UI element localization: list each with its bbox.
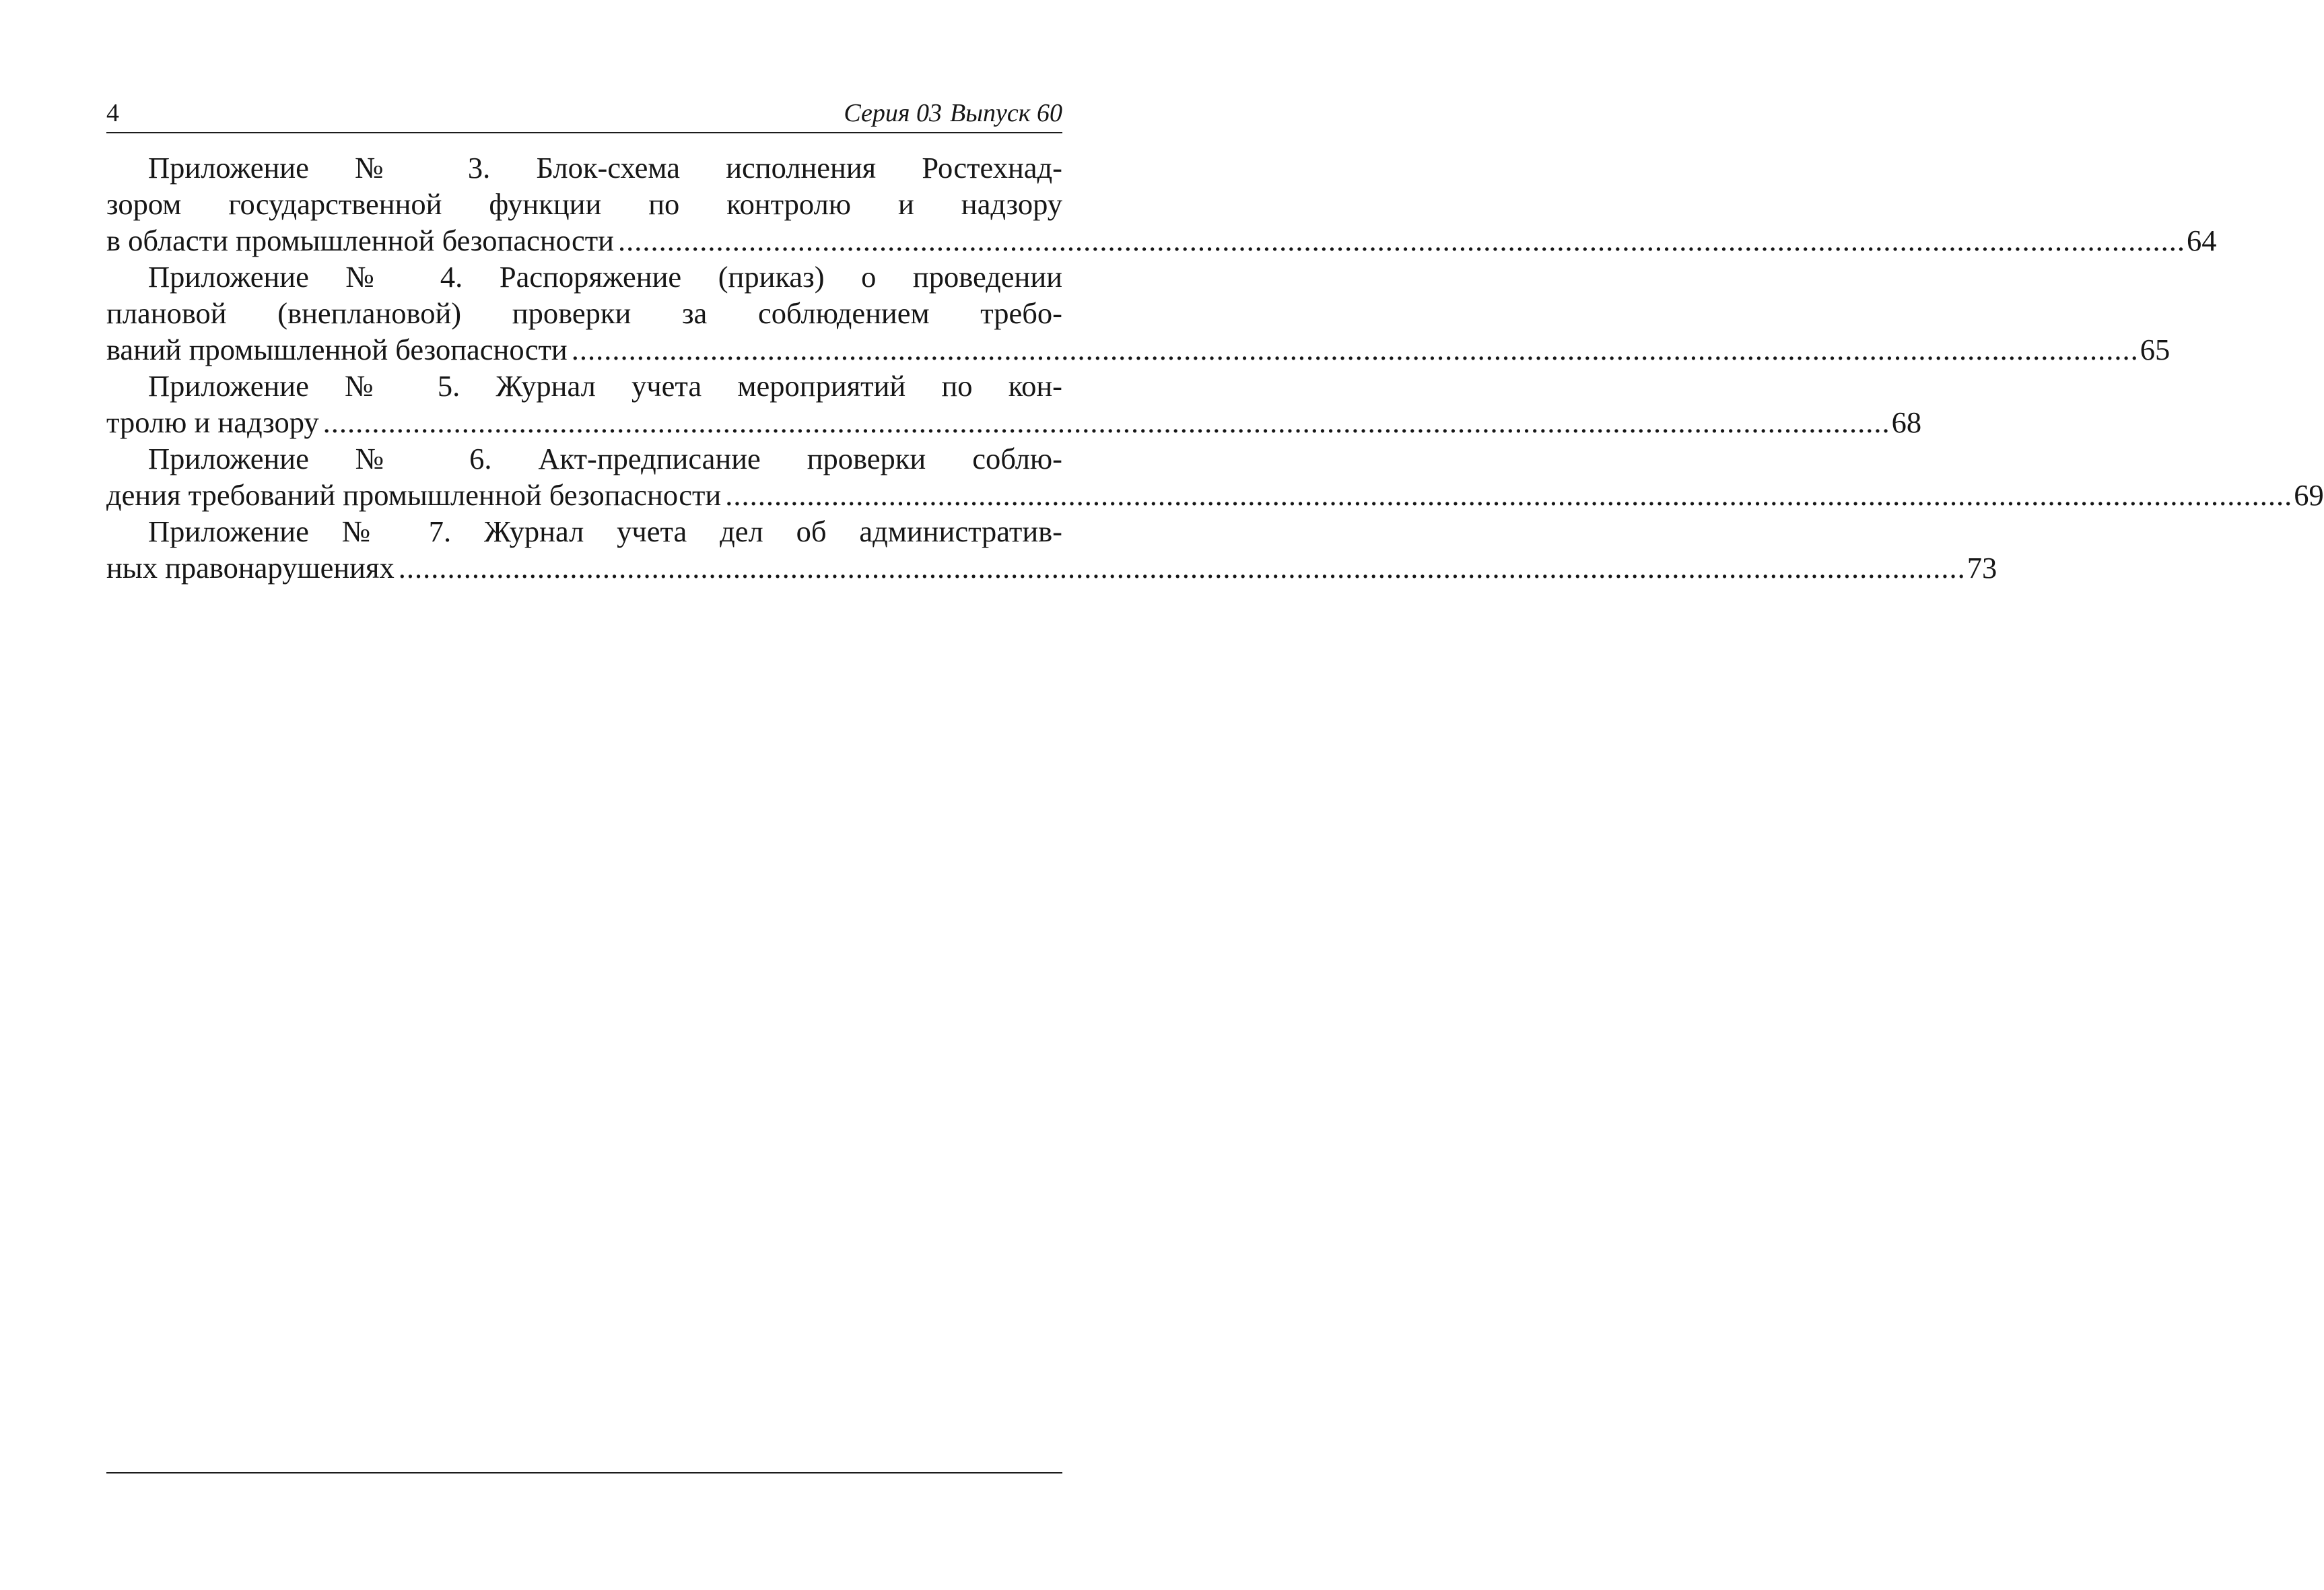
- toc-entry-line: в области промышленной безопасности: [106, 224, 615, 257]
- toc-entry-appendix-4[interactable]: [106, 259, 2171, 368]
- page-number: 4: [106, 99, 119, 127]
- toc-entry-appendix-5[interactable]: [106, 368, 1922, 440]
- toc-page-number: 65: [2140, 333, 2171, 366]
- issue-label: Выпуск 60: [950, 99, 1062, 127]
- toc-entry-line: Приложение № 3. Блок-схема исполнения Ростехнад-: [148, 151, 1062, 185]
- toc-entry-line: ваний промышленной безопасности: [106, 333, 568, 366]
- running-header: [106, 98, 1062, 133]
- dot-leader: ................................................................................................................................................................................................: [725, 478, 2293, 512]
- toc-page-number: 69: [2294, 478, 2324, 512]
- toc-entry-last-line: [106, 331, 2171, 368]
- toc-page-number: 68: [1891, 405, 1922, 439]
- dot-leader: ................................................................................................................................................................................................: [322, 405, 1890, 439]
- dot-leader: ................................................................................................................................................................................................: [571, 333, 2139, 366]
- series-issue-label: [844, 98, 1062, 128]
- toc-entry-last-line: [106, 222, 2217, 259]
- toc-entry-appendix-3[interactable]: [106, 150, 2217, 259]
- toc-entry-last-line: [106, 404, 1922, 440]
- toc-page-number: 73: [1967, 551, 1997, 585]
- toc-entry-line: Приложение № 5. Журнал учета мероприятий по кон-: [148, 369, 1062, 403]
- toc-entry-last-line: [106, 550, 1997, 586]
- series-label: Серия 03: [844, 99, 943, 127]
- dot-leader: ................................................................................................................................................................................................: [618, 224, 2186, 257]
- toc-entry-appendix-7[interactable]: [106, 513, 1997, 586]
- toc-entry-line: Приложение № 6. Акт-предписание проверки соблю-: [148, 442, 1062, 475]
- toc-entry-line: дения требований промышленной безопасности: [106, 478, 722, 512]
- toc-entry-appendix-6[interactable]: [106, 440, 2324, 513]
- toc-entry-line: ных правонарушениях: [106, 551, 395, 585]
- toc-entry-last-line: [106, 477, 2324, 513]
- toc-page-number: 64: [2187, 224, 2217, 257]
- footer-divider: [106, 1472, 1062, 1473]
- toc-entry-line: зором государственной функции по контролю и надзору: [106, 187, 1062, 221]
- toc-entry-line: плановой (внеплановой) проверки за соблюдением требо-: [106, 296, 1062, 330]
- toc-entry-line: тролю и надзору: [106, 405, 319, 439]
- table-of-contents: [106, 150, 2324, 586]
- toc-entry-line: Приложение № 7. Журнал учета дел об административ-: [148, 515, 1062, 548]
- dot-leader: ................................................................................................................................................................................................: [398, 551, 1966, 585]
- toc-entry-line: Приложение № 4. Распоряжение (приказ) о проведении: [148, 260, 1062, 294]
